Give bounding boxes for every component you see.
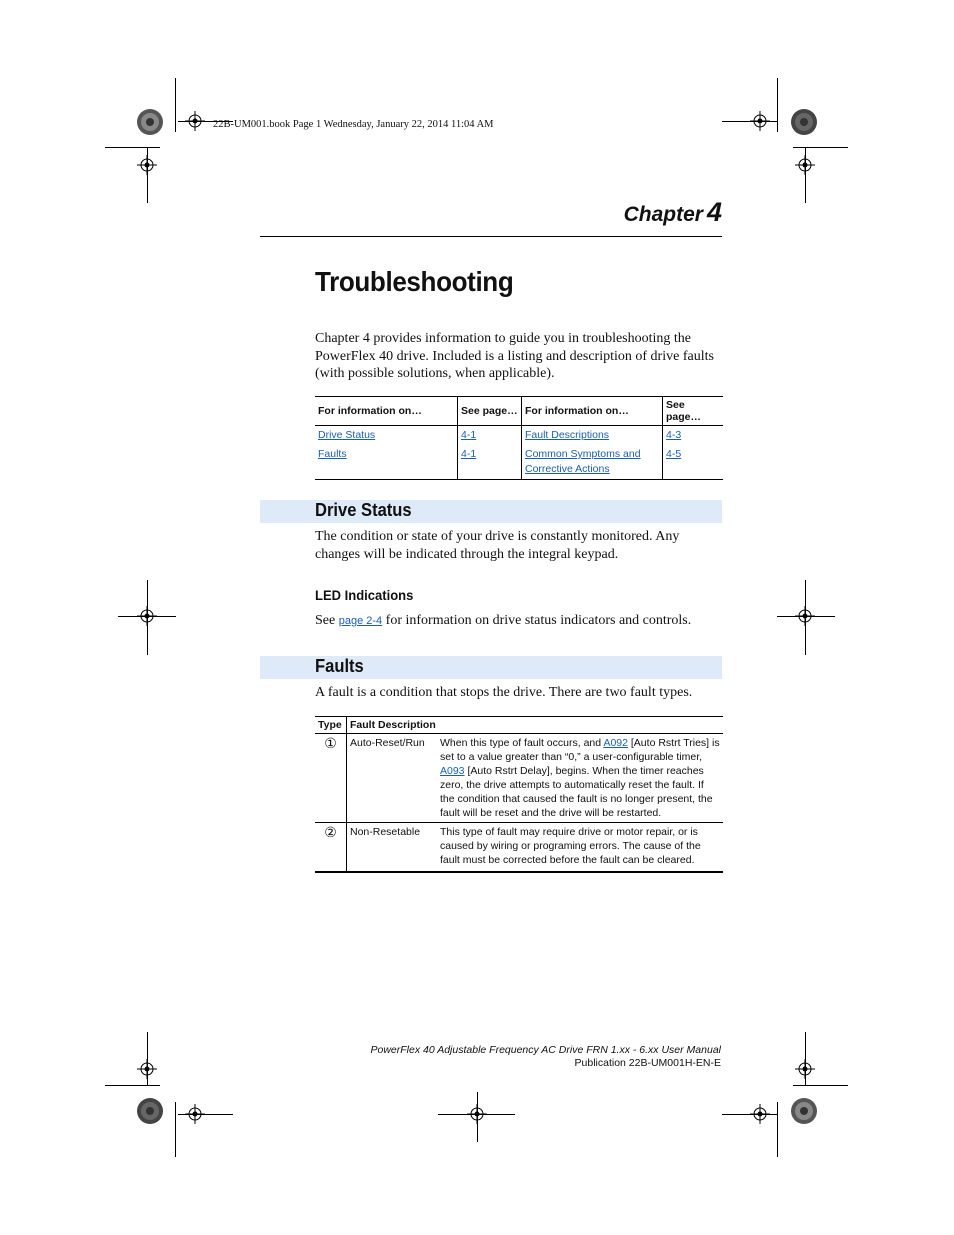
registration-target-icon [750,1104,770,1124]
fault-header-type: Type [315,717,347,734]
section-heading-faults: Faults [315,656,364,676]
registration-target-icon [795,1059,815,1079]
fault-type-description: This type of fault may require drive or motor repair, or is caused by wiring or programing errors. The cause of the fault must be corrected before the fault can be cleared. [437,823,723,873]
chapter-word: Chapter [623,203,703,226]
chapter-label [624,197,722,228]
toc-link-drive-status[interactable]: Drive Status [318,429,376,441]
page-2-4-link[interactable]: page 2-4 [338,615,383,627]
table-row [315,734,723,823]
registration-target-icon [467,1104,487,1124]
toc-page-link[interactable]: 4-1 [461,429,477,441]
fault-type-description [437,734,723,823]
toc-page-link[interactable]: 4-5 [666,448,682,460]
toc-header: See page… [663,397,724,426]
fault-desc-text: When this type of fault occurs, and [440,737,602,749]
toc-header-row [315,397,723,426]
led-text-pre: See [315,613,336,628]
table-row [315,823,723,873]
registration-target-icon [795,155,815,175]
registration-target-icon [795,606,815,626]
led-indications-heading: LED Indications [315,587,414,603]
table-row [315,445,723,480]
star-target-icon [790,1097,818,1125]
led-paragraph [315,612,723,631]
registration-target-icon [750,111,770,131]
fault-desc-text: [Auto Rstrt Delay], begins. When the timer reaches zero, the drive attempts to automatically reset the fault. If the condition that caused the fault is no longer present, the fault will be reset and the drive will be restarted. [440,765,713,819]
toc-link-line: Common Symptoms and [525,448,641,460]
footer-manual-title: PowerFlex 40 Adjustable Frequency AC Drive FRN 1.xx - 6.xx User Manual [370,1044,721,1056]
toc-page-link[interactable]: 4-1 [461,448,477,460]
toc-link-faults[interactable]: Faults [318,448,347,460]
registration-target-icon [137,606,157,626]
footer-publication: Publication 22B-UM001H-EN-E [574,1057,721,1069]
fault-type-name: Auto-Reset/Run [347,734,438,823]
fault-type-name: Non-Resetable [347,823,438,873]
registration-target-icon [137,1059,157,1079]
chapter-rule [260,236,722,237]
registration-target-icon [185,111,205,131]
fault-header-row [315,717,723,734]
intro-paragraph: Chapter 4 provides information to guide you in troubleshooting the PowerFlex 40 drive. Included is a listing and description of drive faults (with possible solutions, when applicable). [315,331,714,381]
toc-link-fault-descriptions[interactable]: Fault Descriptions [525,429,610,441]
chapter-number: 4 [706,197,722,227]
toc-header: See page… [458,397,522,426]
a092-link[interactable]: A092 [603,737,628,749]
toc-link-common-symptoms[interactable] [525,448,641,475]
fault-type-1-icon: ① [315,734,347,823]
toc-header: For information on… [315,397,458,426]
toc-page-link[interactable]: 4-3 [666,429,682,441]
toc-header: For information on… [522,397,663,426]
fault-types-table [315,716,723,873]
fault-type-2-icon: ② [315,823,347,873]
page-title: Troubleshooting [315,266,514,297]
a093-link[interactable]: A093 [440,765,465,777]
registration-target-icon [185,1104,205,1124]
fault-header-description: Fault Description [347,717,724,734]
toc-table [315,396,723,480]
section-heading-drive-status: Drive Status [315,500,412,520]
led-text-post: for information on drive status indicators and controls. [385,613,692,628]
star-target-icon [790,108,818,136]
faults-paragraph: A fault is a condition that stops the drive. There are two fault types. [315,685,693,700]
table-row [315,426,723,446]
star-target-icon [136,108,164,136]
registration-target-icon [137,155,157,175]
fault-desc-text: [Auto Rstrt Tries] is set to a value greater than “0,” a user-configurable timer, [440,737,720,763]
drive-status-paragraph: The condition or state of your drive is constantly monitored. Any changes will be indicated through the integral keypad. [315,529,680,562]
toc-link-line: Corrective Actions [525,463,610,475]
star-target-icon [136,1097,164,1125]
book-header: 22B-UM001.book Page 1 Wednesday, January 22, 2014 11:04 AM [213,119,494,130]
